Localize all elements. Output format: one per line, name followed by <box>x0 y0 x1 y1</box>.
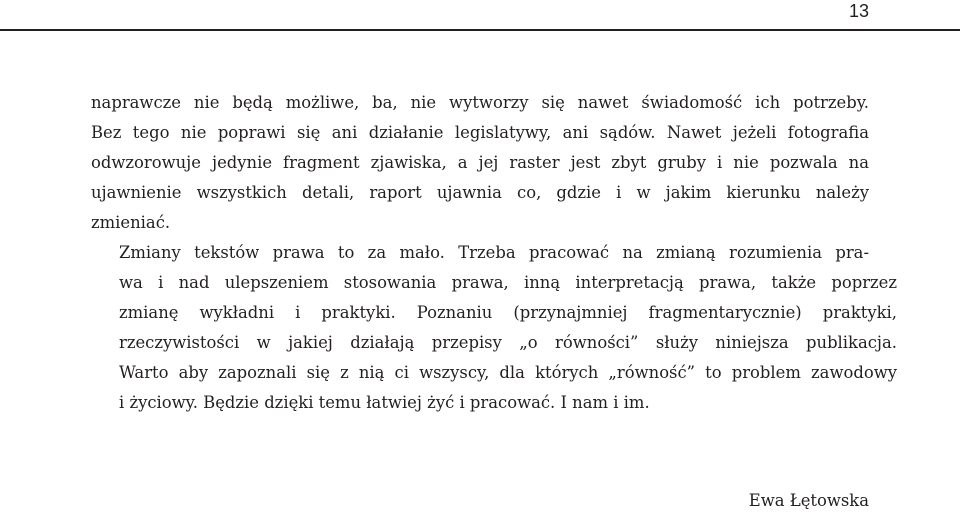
text-line: odwzorowuje jedynie fragment zjawiska, a jej raster jest zbyt gruby i nie pozwala na <box>91 153 869 172</box>
header-rule <box>0 29 960 31</box>
body-text <box>91 88 897 418</box>
page-number: 13 <box>848 1 869 21</box>
text-line: i życiowy. Będzie dzięki temu łatwiej żyć i pracować. I nam i im. <box>119 393 650 412</box>
text-line: wa i nad ulepszeniem stosowania prawa, inną interpretacją prawa, także poprzez <box>119 273 897 292</box>
text-line: naprawcze nie będą możliwe, ba, nie wytworzy się nawet świadomość ich potrzeby. <box>91 93 869 112</box>
text-line: Warto aby zapoznali się z nią ci wszyscy, dla których „równość” to problem zawodowy <box>119 363 897 382</box>
author-signature: Ewa Łętowska <box>748 491 869 510</box>
text-line: ujawnienie wszystkich detali, raport ujawnia co, gdzie i w jakim kierunku należy <box>91 183 869 202</box>
text-line: zmianę wykładni i praktyki. Poznaniu (przynajmniej fragmentarycznie) praktyki, <box>119 303 897 322</box>
paragraph-1 <box>91 88 869 238</box>
text-line: Zmiany tekstów prawa to za mało. Trzeba pracować na zmianą rozumienia pra- <box>119 243 869 262</box>
text-line: rzeczywistości w jakiej działają przepisy „o równości” służy niniejsza publikacja. <box>119 333 897 352</box>
paragraph-2 <box>91 238 897 418</box>
text-line: Bez tego nie poprawi się ani działanie legislatywy, ani sądów. Nawet jeżeli fotografia <box>91 123 869 142</box>
text-line: zmieniać. <box>91 213 171 232</box>
